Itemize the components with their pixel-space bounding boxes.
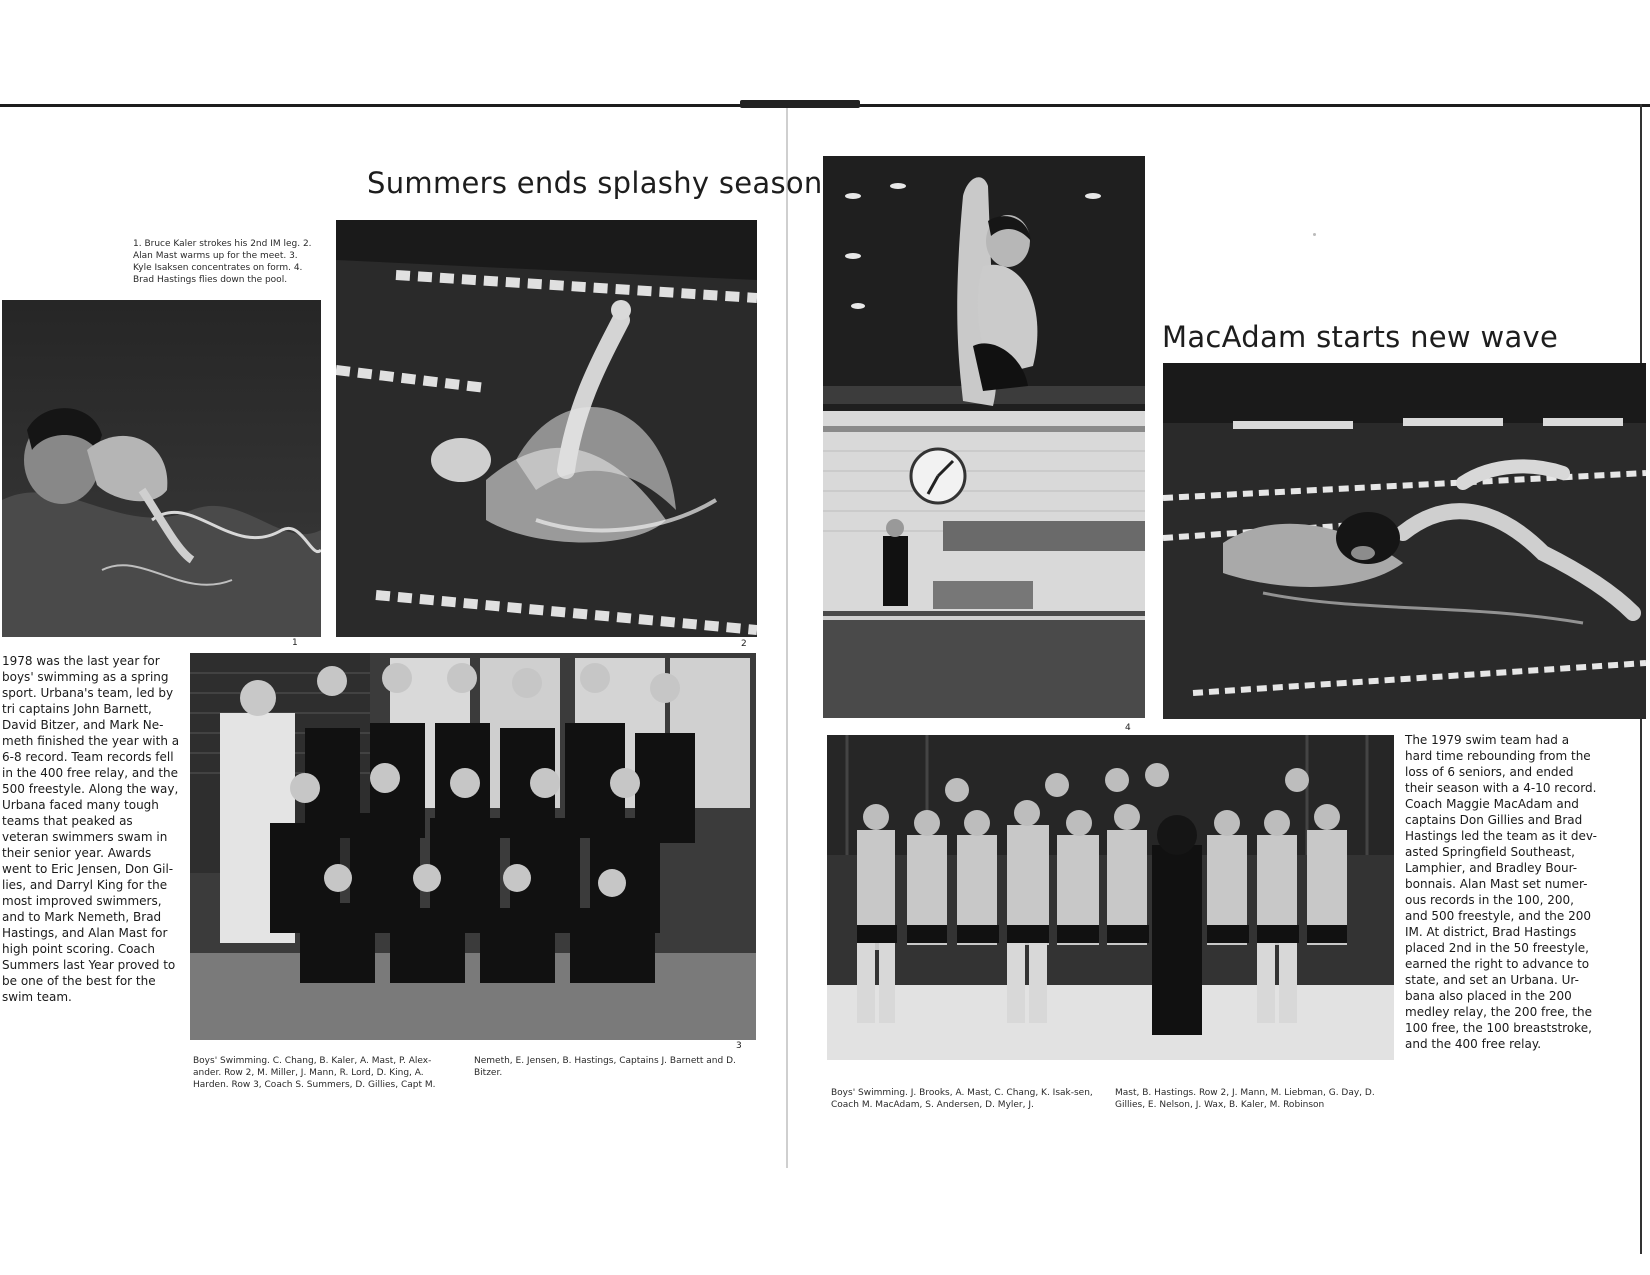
right-body-text: The 1979 swim team had a hard time rebounding from the loss of 6 seniors, and ended their season with a 4-10 record. Coach Maggie MacAdam and captains Don Gillies and Brad Hastings led the team as it dev-asted Springfield Southeast, Lamphier, and Bradley Bour-bonnais. Alan Mast set numer-ous records in the 100, 200, and 500 freestyle, and the 200 IM. At district, Brad Hastings placed 2nd in the 50 freestyle, earned the right to advance to state, and set an Urbana. Ur-bana also placed in the 200 medley relay, the 200 free, the 100 free, the 100 breaststroke, and the 400 free relay.: [1405, 733, 1597, 1051]
photo-number-2: 2: [741, 639, 747, 649]
team-caption-left-col1: Boys' Swimming. C. Chang, B. Kaler, A. Mast, P. Alex-ander. Row 2, M. Miller, J. Mann, R. Lord, D. King, A. Harden. Row 3, Coach S. Summers, D. Gillies, Capt M.: [193, 1056, 436, 1090]
left-headline: Summers ends splashy season: [367, 166, 823, 200]
photo-team-1979-image: [827, 735, 1394, 1060]
photo-number-4: 4: [1125, 723, 1131, 733]
photo-team-1979: [827, 735, 1394, 1060]
photo-diver-image: [823, 156, 1145, 718]
photo-diver: [823, 156, 1145, 718]
left-body-text: 1978 was the last year for boys' swimming as a spring sport. Urbana's team, led by tri captains John Barnett, David Bitzer, and Mark Ne-meth finished the year with a 6-8 record. Team records fell in the 400 free relay, and the 500 freestyle. Along the way, Urbana faced many tough teams that peaked as veteran swimmers swam in their senior year. Awards went to Eric Jensen, Don Gil-lies, and Darryl King for the most improved swimmers, and to Mark Nemeth, Brad Hastings, and Alan Mast for high point scoring. Coach Summers last Year proved to be one of the best for the swim team.: [2, 654, 180, 1004]
right-headline: MacAdam starts new wave: [1162, 320, 1559, 354]
photo-butterfly-swimmer: [1163, 363, 1646, 719]
team-caption-right-col1: Boys' Swimming. J. Brooks, A. Mast, C. Chang, K. Isak-sen, Coach M. MacAdam, S. Andersen, D. Myler, J.: [831, 1088, 1093, 1110]
photo-2-swimmer-backstroke: [336, 220, 757, 637]
photo-caption-key: 1. Bruce Kaler strokes his 2nd IM leg. 2. Alan Mast warms up for the meet. 3. Kyle Isaksen concentrates on form. 4. Brad Hastings flies down the pool.: [133, 239, 312, 285]
photo-number-1: 1: [292, 638, 298, 648]
photo-1-swimmer-freestyle: [2, 300, 321, 637]
photo-1-image: [2, 300, 321, 637]
team-caption-right-col2: Mast, B. Hastings. Row 2, J. Mann, M. Liebman, G. Day, D. Gillies, E. Nelson, J. Wax, B. Kaler, M. Robinson: [1115, 1088, 1375, 1110]
binding-shadow: [740, 100, 860, 108]
photo-3-image: [190, 653, 756, 1040]
page-gutter: [786, 108, 788, 1168]
paper-speck: [1313, 233, 1316, 236]
photo-2-image: [336, 220, 757, 637]
photo-butterfly-image: [1163, 363, 1646, 719]
team-caption-left-col2: Nemeth, E. Jensen, B. Hastings, Captains J. Barnett and D. Bitzer.: [474, 1056, 736, 1078]
photo-3-team-1978: [190, 653, 756, 1040]
photo-number-3: 3: [736, 1041, 742, 1051]
